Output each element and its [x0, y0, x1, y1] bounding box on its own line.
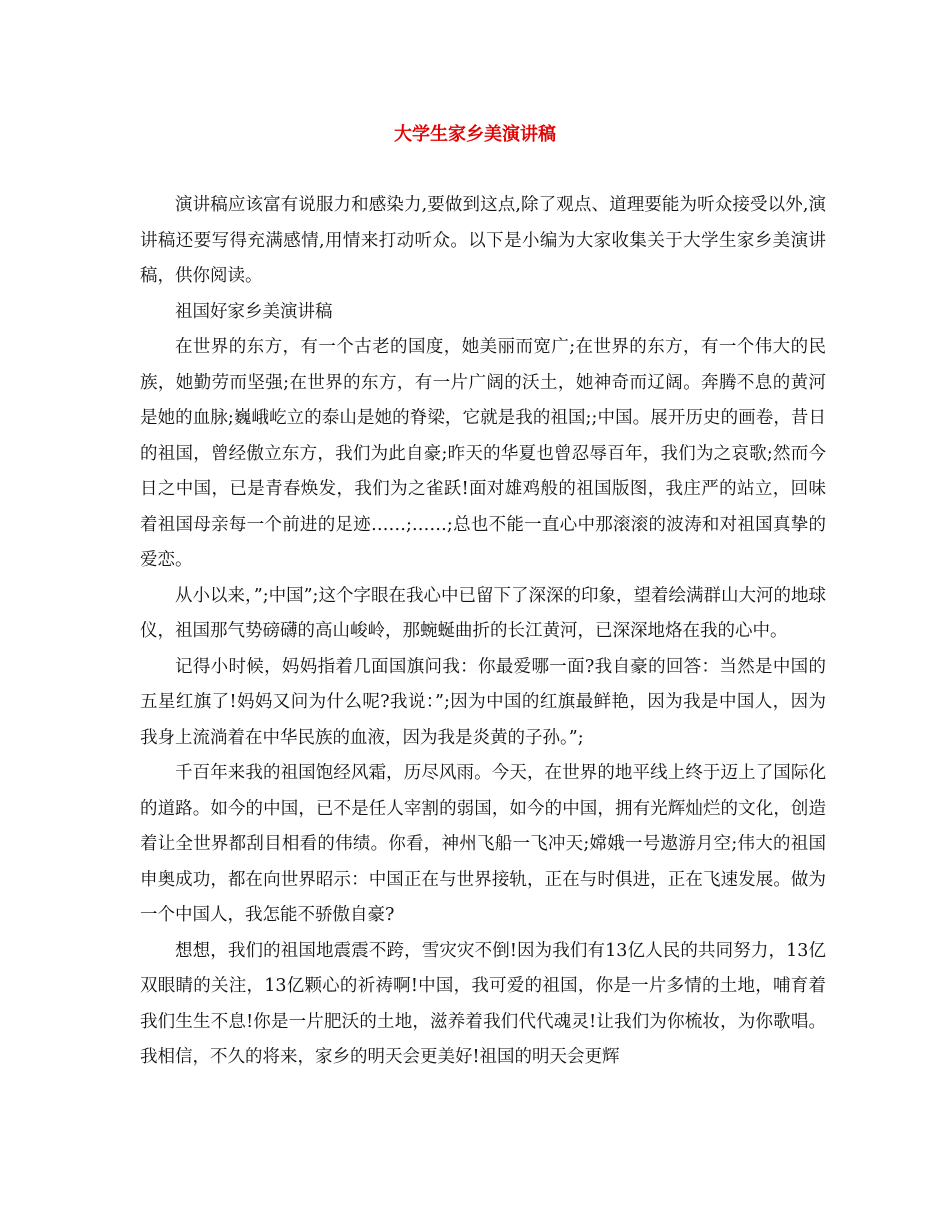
paragraph-flag: 记得小时候，妈妈指着几面国旗问我：你最爱哪一面?我自豪的回答：当然是中国的五星红旗了!妈妈又问为什么呢?我说：”;因为中国的红旗最鲜艳，因为我是中国人，因为我身上流淌着在中华民族的血液，因为我是炎黄的子孙。”;: [140, 656, 826, 748]
paragraph-east: 在世界的东方，有一个古老的国度，她美丽而宽广;在世界的东方，有一个伟大的民族，她勤劳而坚强;在世界的东方，有一片广阔的沃土，她神奇而辽阔。奔腾不息的黄河是她的血脉;巍峨屹立的泰山是她的脊梁，它就是我的祖国;;中国。展开历史的画卷，昔日的祖国，曾经傲立东方，我们为此自豪;昨天的华夏也曾忍辱百年，我们为之哀歌;然而今日之中国，已是青春焕发，我们为之雀跃!面对雄鸡般的祖国版图，我庄严的站立，回味着祖国母亲每一个前进的足迹……;……;总也不能一直心中那滚滚的波涛和对祖国真挚的爱恋。: [140, 337, 826, 570]
document-body: [140, 188, 826, 1076]
paragraph-conclusion: 想想，我们的祖国地震震不跨，雪灾灾不倒!因为我们有13亿人民的共同努力，13亿双眼睛的关注，13亿颗心的祈祷啊!中国，我可爱的祖国，你是一片多情的土地，哺育着我们生生不息!你是一片肥沃的土地，滋养着我们代代魂灵!让我们为你梳妆，为你歌唱。我相信，不久的将来，家乡的明天会更美好!祖国的明天会更辉: [140, 940, 826, 1067]
document-title: 大学生家乡美演讲稿: [394, 124, 556, 145]
paragraph-subheading: 祖国好家乡美演讲稿: [175, 301, 333, 322]
paragraph-childhood: 从小以来，”;中国”;这个字眼在我心中已留下了深深的印象，望着绘满群山大河的地球仪，祖国那气势磅礴的高山峻岭，那蜿蜒曲折的长江黄河，已深深地烙在我的心中。: [140, 585, 826, 641]
paragraph-intro: 演讲稿应该富有说服力和感染力,要做到这点,除了观点、道理要能为听众接受以外,演讲稿还要写得充满感情,用情来打动听众。以下是小编为大家收集关于大学生家乡美演讲稿，供你阅读。: [140, 195, 826, 286]
paragraph-history: 千百年来我的祖国饱经风霜，历尽风雨。今天，在世界的地平线上终于迈上了国际化的道路。如今的中国，已不是任人宰割的弱国，如今的中国，拥有光辉灿烂的文化，创造着让全世界都刮目相看的伟绩。你看，神州飞船一飞冲天;嫦娥一号遨游月空;伟大的祖国申奥成功，都在向世界昭示：中国正在与世界接轨，正在与时俱进，正在飞速发展。做为一个中国人，我怎能不骄傲自豪?: [140, 763, 826, 925]
